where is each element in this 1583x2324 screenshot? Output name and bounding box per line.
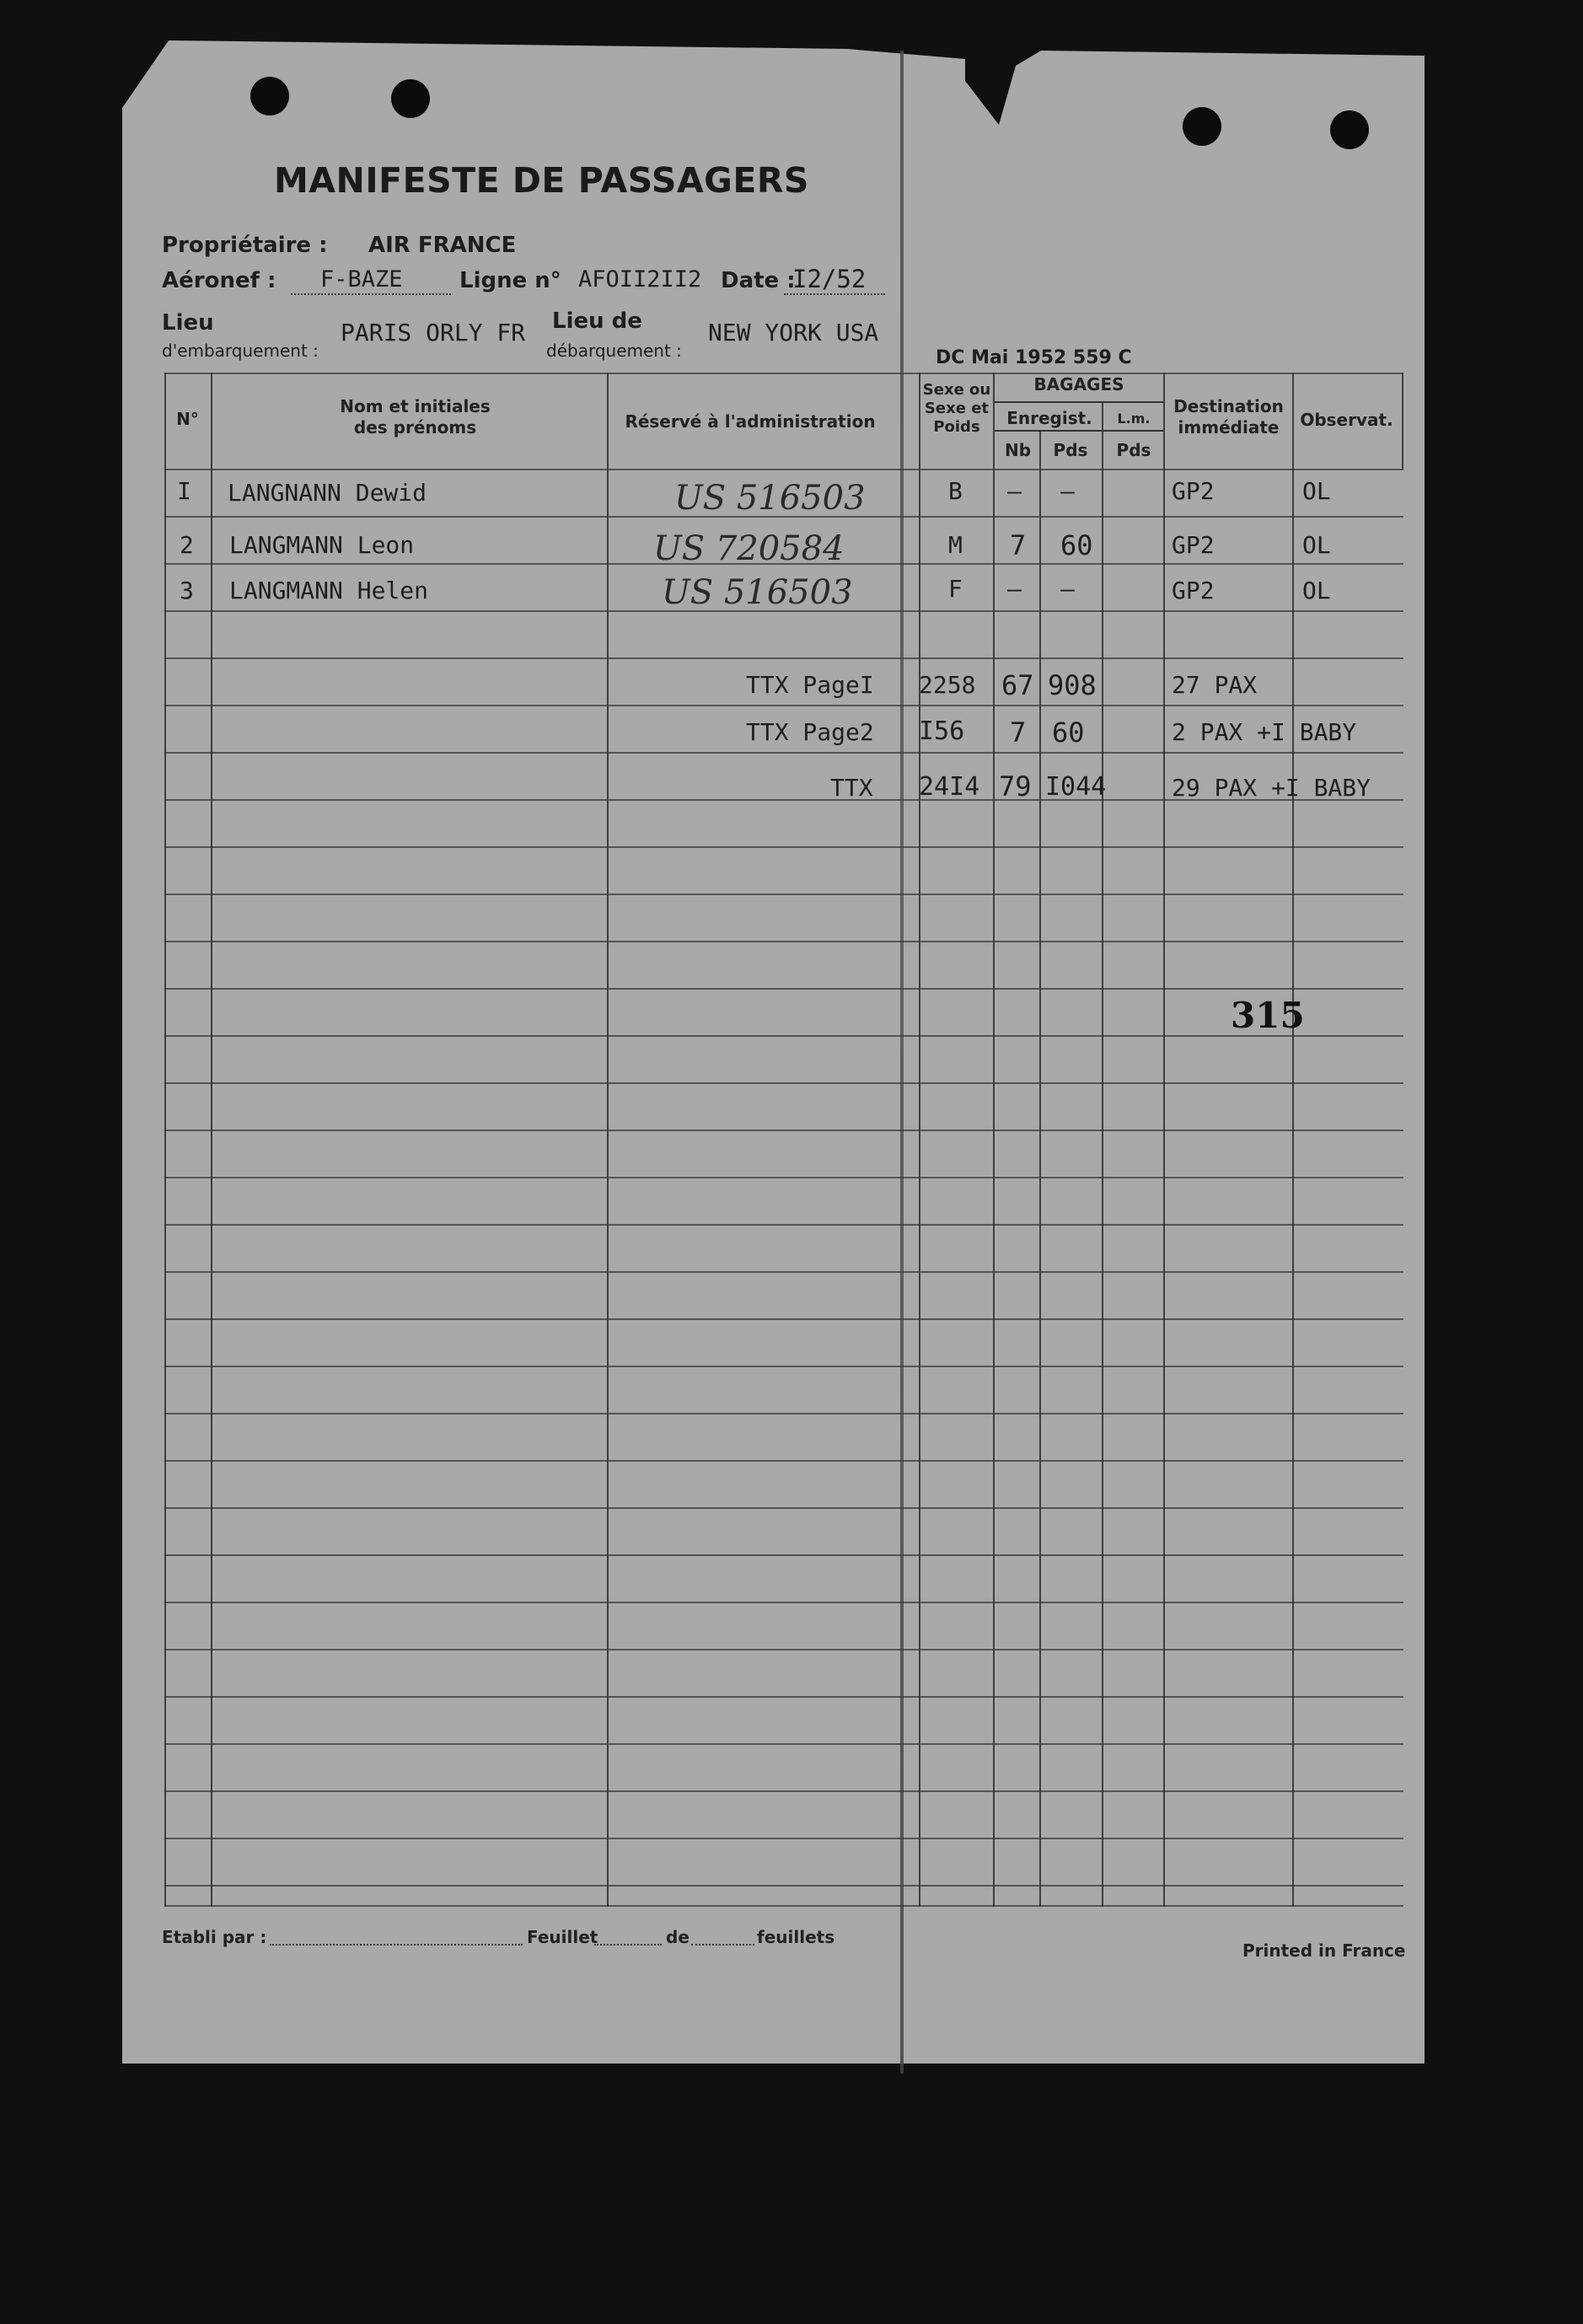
- total-label: TTX PageI: [746, 671, 874, 699]
- table-rule: [164, 1790, 1403, 1792]
- admin-number: US 720584: [653, 529, 845, 568]
- table-rule: [164, 1224, 1403, 1226]
- line-label: Ligne n°: [459, 268, 561, 293]
- destination: GP2: [1172, 531, 1215, 559]
- table-rule: [164, 1318, 1403, 1320]
- fold-crease: [900, 51, 904, 2074]
- table-rule: [995, 430, 1163, 432]
- punch-hole: [250, 77, 289, 115]
- disembark-label: Lieu de: [552, 309, 642, 334]
- observation: OL: [1302, 477, 1331, 505]
- table-rule: [164, 1035, 1403, 1037]
- sheets-label: feuillets: [757, 1927, 835, 1947]
- baggage-count: –: [1007, 575, 1022, 603]
- total-passengers: 29 PAX +I BABY: [1172, 774, 1371, 802]
- total-weight: 2258: [919, 671, 976, 699]
- aircraft-value: F-BAZE: [320, 266, 403, 293]
- sheet-line: [594, 1944, 662, 1946]
- table-rule: [164, 469, 1403, 470]
- passenger-name: LANGMANN Helen: [229, 577, 429, 604]
- header-no: N°: [176, 409, 199, 429]
- disembark-value: NEW YORK USA: [708, 319, 879, 346]
- total-baggage-weight: 60: [1052, 717, 1085, 749]
- stamp-number: 315: [1231, 995, 1305, 1036]
- table-rule: [164, 1082, 1403, 1084]
- line-value: AFOII2II2: [578, 266, 702, 293]
- date-line: [784, 293, 885, 295]
- table-rule: [164, 1507, 1403, 1509]
- printed-in-france: Printed in France: [1242, 1940, 1406, 1961]
- established-by-line: [270, 1944, 523, 1946]
- header-admin: Réservé à l'administration: [625, 411, 876, 432]
- total-baggage-count: 7: [1010, 717, 1027, 749]
- row-number: 3: [180, 577, 194, 604]
- row-number: 2: [180, 531, 194, 559]
- destination: GP2: [1172, 477, 1215, 505]
- table-rule: [164, 657, 1403, 659]
- punch-hole: [391, 79, 430, 118]
- total-passengers: 27 PAX: [1172, 671, 1258, 699]
- table-rule: [164, 1838, 1403, 1839]
- of-line: [691, 1944, 754, 1946]
- table-rule: [164, 1554, 1403, 1556]
- admin-number: US 516503: [674, 479, 866, 518]
- owner-label: Propriétaire :: [162, 233, 328, 258]
- table-rule: [164, 1413, 1403, 1414]
- header-baggage: BAGAGES: [1033, 374, 1124, 394]
- table-rule: [164, 1366, 1403, 1367]
- table-rule: [164, 894, 1403, 895]
- table-rule: [1102, 401, 1103, 1907]
- sex-code: M: [948, 531, 963, 559]
- owner-value: AIR FRANCE: [368, 233, 517, 258]
- header-sex: Sexe ou Sexe et Poids: [922, 381, 991, 436]
- of-label: de: [666, 1927, 690, 1947]
- embark-label: Lieu: [162, 310, 214, 335]
- total-weight: 24I4: [919, 772, 980, 802]
- table-rule: [164, 941, 1403, 942]
- table-rule: [164, 1177, 1403, 1178]
- table-rule: [164, 1649, 1403, 1650]
- total-baggage-count: 67: [1001, 669, 1034, 701]
- table-rule: [164, 1460, 1403, 1462]
- table-rule: [1039, 430, 1041, 1907]
- observation: OL: [1302, 577, 1331, 604]
- table-rule: [164, 846, 1403, 848]
- header-observ: Observat.: [1300, 410, 1393, 430]
- table-rule: [164, 1905, 1403, 1907]
- aircraft-label: Aéronef :: [162, 268, 276, 293]
- table-rule: [995, 401, 1163, 403]
- baggage-count: 7: [1010, 529, 1027, 561]
- total-baggage-weight: I044: [1045, 772, 1107, 802]
- sheet-label: Feuillet: [527, 1927, 598, 1947]
- baggage-weight: 60: [1060, 529, 1093, 561]
- baggage-weight: –: [1060, 477, 1075, 505]
- total-passengers: 2 PAX +I BABY: [1172, 718, 1357, 746]
- passenger-name: LANGNANN Dewid: [228, 479, 427, 507]
- punch-hole: [1183, 107, 1221, 146]
- aircraft-line: [291, 293, 451, 295]
- observation: OL: [1302, 531, 1331, 559]
- table-rule: [164, 752, 1403, 754]
- total-label: TTX Page2: [746, 718, 874, 746]
- form-code: DC Mai 1952 559 C: [936, 347, 1132, 368]
- table-rule: [164, 1271, 1403, 1273]
- table-rule: [164, 1130, 1403, 1131]
- manifest-title: MANIFESTE DE PASSAGERS: [274, 160, 809, 201]
- header-registered: Enregist.: [1006, 408, 1092, 428]
- embark-label-2: d'embarquement :: [162, 341, 319, 361]
- table-rule: [164, 1696, 1403, 1698]
- table-rule: [164, 373, 166, 1907]
- table-rule: [211, 373, 212, 1907]
- destination: GP2: [1172, 577, 1215, 604]
- baggage-count: –: [1007, 477, 1022, 505]
- established-by-label: Etabli par :: [162, 1927, 267, 1947]
- total-baggage-count: 79: [999, 770, 1032, 802]
- table-rule: [919, 373, 920, 1907]
- total-label: TTX: [830, 774, 873, 802]
- header-lm: L.m.: [1117, 411, 1151, 427]
- table-rule: [164, 373, 1403, 374]
- table-rule: [164, 705, 1403, 706]
- table-rule: [993, 373, 995, 1907]
- row-number: I: [177, 477, 191, 505]
- disembark-label-2: débarquement :: [546, 341, 682, 361]
- header-name: Nom et initiales des prénoms: [340, 396, 491, 437]
- total-weight: I56: [919, 717, 965, 746]
- table-rule: [1292, 373, 1294, 1907]
- baggage-weight: –: [1060, 575, 1075, 603]
- embark-value: PARIS ORLY FR: [341, 319, 526, 346]
- table-rule: [1163, 373, 1165, 1907]
- passenger-name: LANGMANN Leon: [229, 531, 415, 559]
- table-rule: [607, 373, 609, 1907]
- date-value: I2/52: [792, 265, 867, 293]
- sex-code: F: [948, 575, 963, 603]
- header-nb: Nb: [1004, 440, 1032, 460]
- table-rule: [1402, 373, 1403, 469]
- table-rule: [164, 1743, 1403, 1745]
- table-rule: [164, 1602, 1403, 1603]
- date-label: Date :: [721, 268, 796, 293]
- punch-hole: [1330, 110, 1369, 149]
- table-rule: [164, 988, 1403, 990]
- admin-number: US 516503: [662, 573, 853, 612]
- sex-code: B: [948, 477, 963, 505]
- total-baggage-weight: 908: [1048, 669, 1097, 701]
- table-rule: [164, 1885, 1403, 1887]
- header-destination: Destination immédiate: [1173, 396, 1284, 437]
- header-pds: Pds: [1053, 440, 1088, 460]
- header-pds2: Pds: [1116, 440, 1151, 460]
